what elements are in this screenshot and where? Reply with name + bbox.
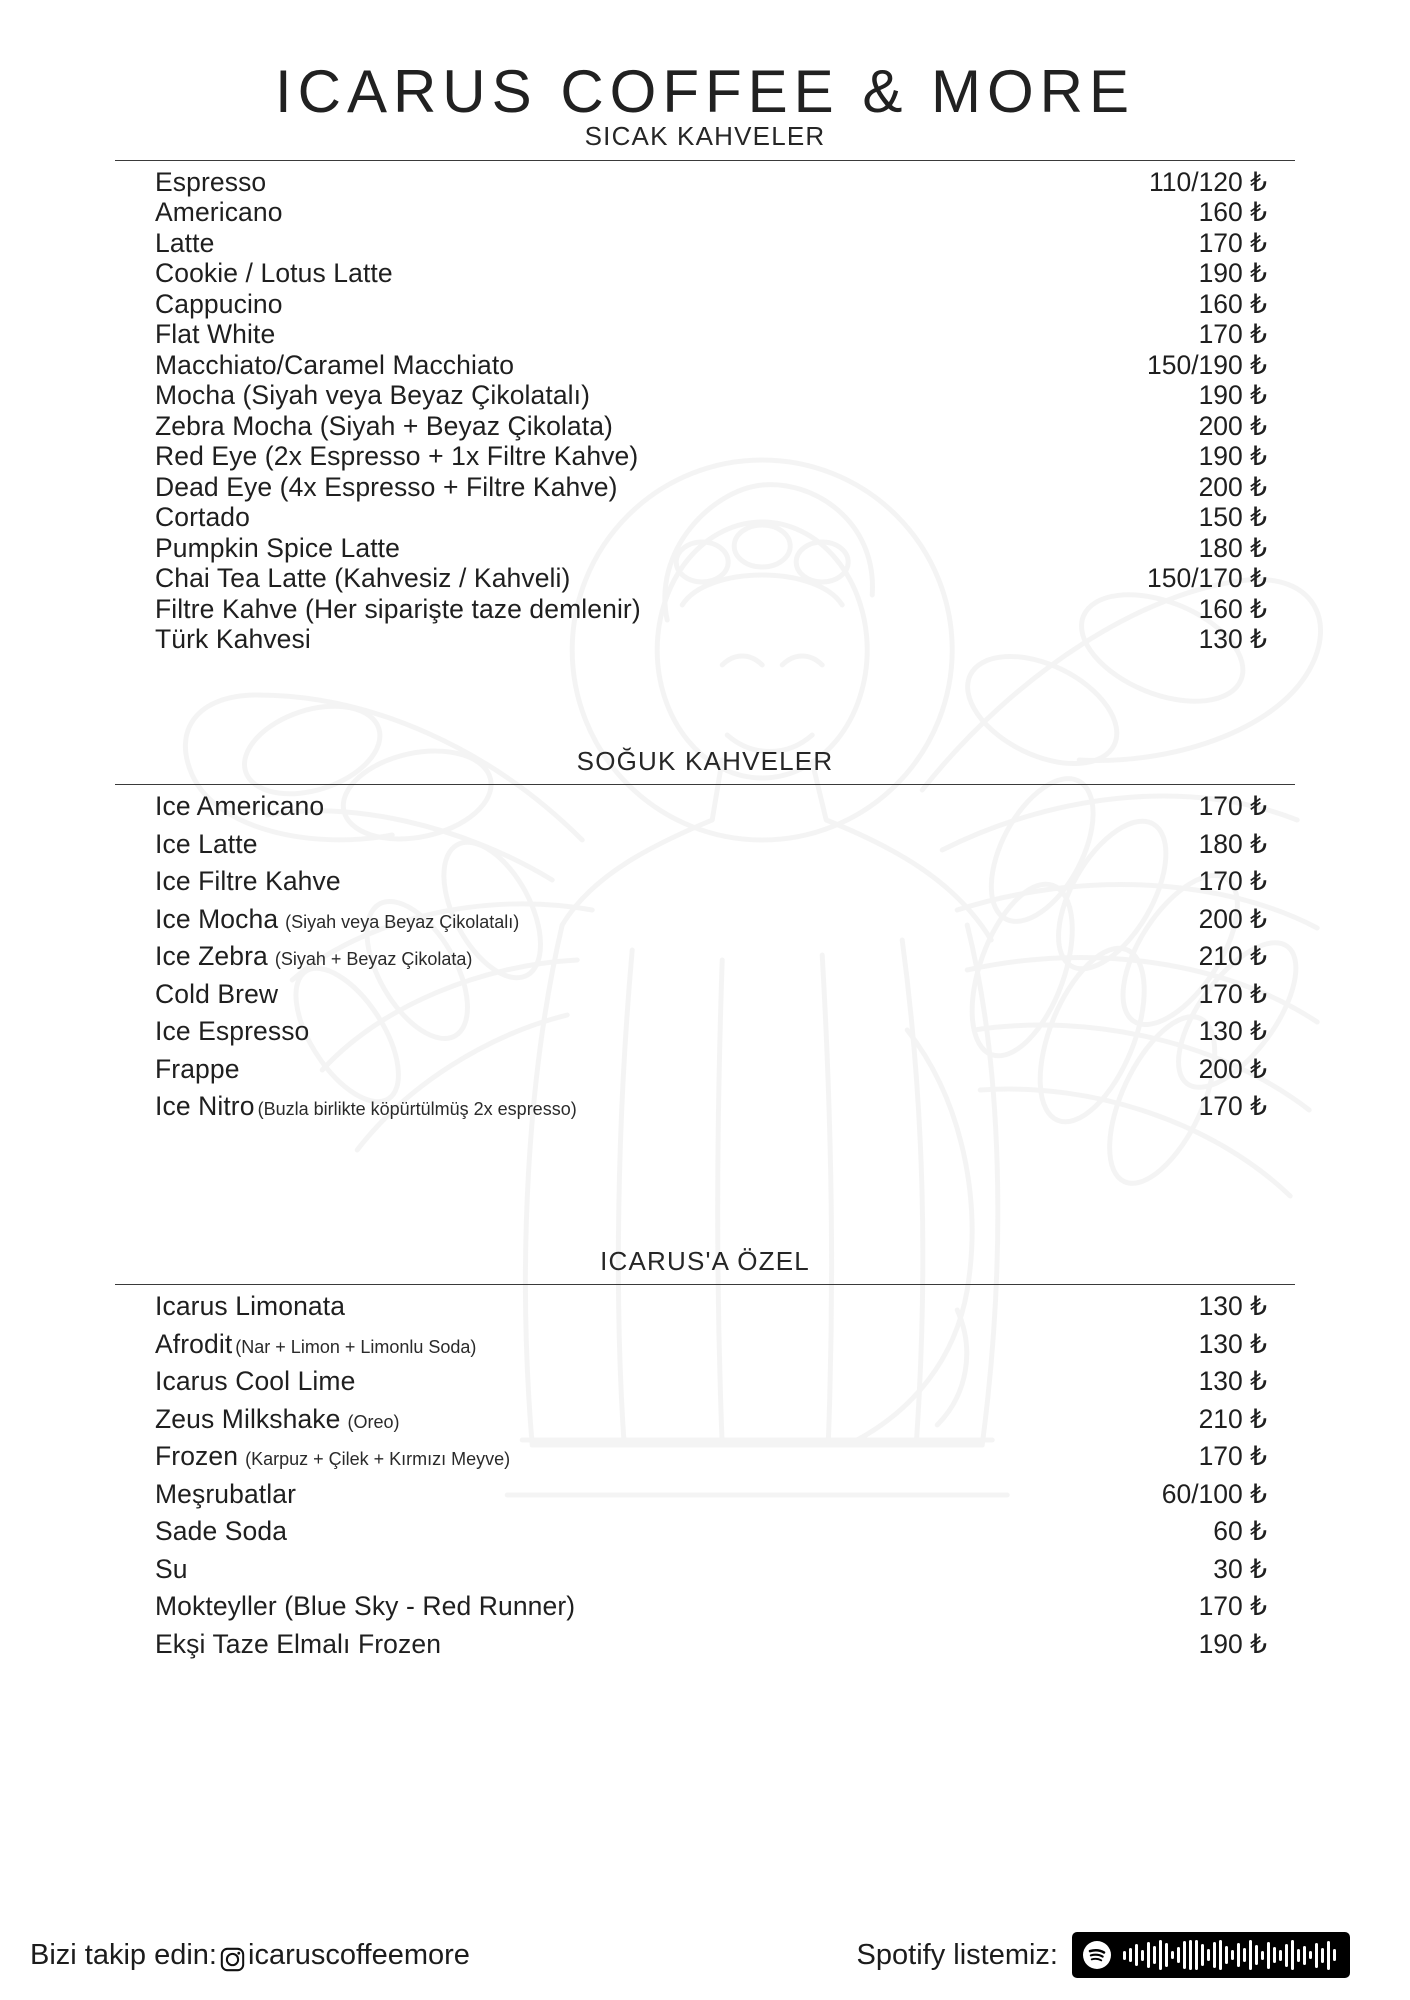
- spotify-scan-code[interactable]: [1072, 1932, 1350, 1978]
- spotify-code-bar: [1243, 1948, 1246, 1962]
- menu-item-name: Ice Mocha: [155, 903, 279, 934]
- menu-item-price: 60 ₺: [1213, 1516, 1267, 1547]
- menu-item-label: [155, 1054, 240, 1085]
- menu-item-price: 30 ₺: [1213, 1553, 1267, 1584]
- menu-item-label: [155, 594, 641, 625]
- menu-item-name: Zebra Mocha (Siyah + Beyaz Çikolata): [155, 410, 613, 441]
- menu-item-price: 130 ₺: [1198, 624, 1267, 655]
- menu-item-row: [155, 1554, 1295, 1592]
- menu-item-name: Icarus Cool Lime: [155, 1366, 356, 1397]
- spotify-code-bar: [1309, 1951, 1312, 1959]
- menu-item-price: 170 ₺: [1198, 319, 1267, 350]
- menu-item-name: Ice Nitro: [155, 1091, 255, 1122]
- menu-item-price: 150/190 ₺: [1146, 349, 1267, 380]
- menu-item-name: Espresso: [155, 166, 267, 197]
- spotify-code-bar: [1201, 1944, 1204, 1966]
- spotify-code-bar: [1189, 1940, 1192, 1970]
- spotify-code-bar: [1141, 1950, 1144, 1961]
- menu-item-name: Ice Latte: [155, 828, 258, 859]
- menu-item-description: (Nar + Limon + Limonlu Soda): [235, 1336, 477, 1357]
- menu-item-label: [155, 411, 613, 442]
- menu-item-price: 130 ₺: [1198, 1366, 1267, 1397]
- menu-item-price: 200 ₺: [1198, 471, 1267, 502]
- menu-item-price: 170 ₺: [1198, 866, 1267, 897]
- menu-item-label: [155, 624, 311, 655]
- menu-item-name: Ice Americano: [155, 791, 325, 822]
- menu-item-row: [155, 1591, 1295, 1629]
- menu-item-name: Cookie / Lotus Latte: [155, 258, 393, 289]
- menu-item-row: [155, 441, 1295, 472]
- menu-item-price: 210 ₺: [1198, 1403, 1267, 1434]
- menu-item-row: [155, 319, 1295, 350]
- menu-item-row: [155, 1479, 1295, 1517]
- menu-item-price: 190 ₺: [1198, 1628, 1267, 1659]
- menu-item-row: [155, 380, 1295, 411]
- menu-item-row: [155, 791, 1295, 829]
- menu-item-label: [155, 941, 472, 972]
- menu-item-name: Meşrubatlar: [155, 1478, 297, 1509]
- menu-item-price: 200 ₺: [1198, 903, 1267, 934]
- menu-item-name: Zeus Milkshake: [155, 1403, 341, 1434]
- menu-item-name: Ekşi Taze Elmalı Frozen: [155, 1628, 442, 1659]
- spotify-icon: [1082, 1940, 1112, 1970]
- menu-item-label: [155, 1629, 441, 1660]
- spotify-code-bar: [1303, 1946, 1306, 1965]
- section-divider: [115, 784, 1295, 785]
- menu-item-price: 170 ₺: [1198, 978, 1267, 1009]
- menu-item-description: (Oreo): [347, 1411, 400, 1432]
- menu-item-price: 190 ₺: [1198, 441, 1267, 472]
- special-items-list: [115, 1291, 1295, 1666]
- menu-item-label: [155, 1329, 476, 1360]
- menu-item-row: [155, 411, 1295, 442]
- menu-item-label: [155, 228, 214, 259]
- section-cold-coffees: [115, 747, 1295, 1129]
- spotify-code-bar: [1285, 1944, 1288, 1967]
- menu-item-label: [155, 1366, 355, 1397]
- menu-item-label: [155, 1291, 345, 1322]
- spotify-code-bar: [1225, 1946, 1228, 1964]
- menu-item-label: [155, 563, 570, 594]
- menu-item-label: [155, 1591, 575, 1622]
- menu-item-label: [155, 533, 400, 564]
- menu-item-label: [155, 866, 341, 897]
- menu-item-price: 130 ₺: [1198, 1291, 1267, 1322]
- menu-item-name: Filtre Kahve (Her siparişte taze demlenir): [155, 593, 641, 624]
- menu-item-price: 180 ₺: [1198, 828, 1267, 859]
- menu-item-row: [155, 1091, 1295, 1129]
- menu-item-row: [155, 350, 1295, 381]
- spotify-code-bar: [1321, 1948, 1324, 1963]
- menu-item-row: [155, 1054, 1295, 1092]
- menu-item-row: [155, 228, 1295, 259]
- menu-item-name: Ice Filtre Kahve: [155, 866, 341, 897]
- follow-label: Bizi takip edin:: [30, 1938, 217, 1971]
- menu-item-row: [155, 1404, 1295, 1442]
- menu-item-name: Cold Brew: [155, 978, 279, 1009]
- menu-item-name: Afrodit: [155, 1328, 233, 1359]
- spotify-code-bar: [1291, 1940, 1294, 1970]
- menu-item-label: [155, 791, 324, 822]
- spotify-code-bar: [1207, 1949, 1210, 1961]
- section-hot-coffees: [115, 122, 1295, 655]
- menu-item-row: [155, 624, 1295, 655]
- cold-items-list: [115, 791, 1295, 1129]
- menu-item-name: Flat White: [155, 319, 276, 350]
- section-divider: [115, 160, 1295, 161]
- menu-item-price: 160 ₺: [1198, 197, 1267, 228]
- menu-item-price: 180 ₺: [1198, 532, 1267, 563]
- menu-item-row: [155, 829, 1295, 867]
- menu-item-name: Su: [155, 1553, 188, 1584]
- section-header-hot: SICAK KAHVELER: [584, 121, 826, 151]
- menu-item-name: Mocha (Siyah veya Beyaz Çikolatalı): [155, 380, 591, 411]
- menu-item-price: 170 ₺: [1198, 1091, 1267, 1122]
- menu-item-row: [155, 563, 1295, 594]
- menu-item-price: 190 ₺: [1198, 380, 1267, 411]
- menu-item-label: [155, 441, 638, 472]
- menu-item-price: 130 ₺: [1198, 1016, 1267, 1047]
- menu-item-name: Dead Eye (4x Espresso + Filtre Kahve): [155, 471, 618, 502]
- menu-item-label: [155, 167, 266, 198]
- instagram-icon[interactable]: [219, 1946, 246, 1973]
- spotify-code-bar: [1333, 1949, 1336, 1961]
- menu-item-label: [155, 472, 618, 503]
- menu-item-label: [155, 380, 590, 411]
- menu-item-label: [155, 258, 393, 289]
- spotify-code-bar: [1183, 1941, 1186, 1969]
- menu-item-description: (Karpuz + Çilek + Kırmızı Meyve): [245, 1449, 511, 1470]
- spotify-code-bar: [1261, 1951, 1264, 1960]
- spotify-code-bar: [1297, 1949, 1300, 1962]
- instagram-block: [30, 1939, 470, 1972]
- menu-item-row: [155, 289, 1295, 320]
- menu-item-name: Icarus Limonata: [155, 1291, 346, 1322]
- section-icarus-special: [115, 1247, 1295, 1667]
- menu-item-label: [155, 1516, 287, 1547]
- menu-item-price: 210 ₺: [1198, 941, 1267, 972]
- page-title: ICARUS COFFEE & MORE: [274, 58, 1136, 125]
- spotify-code-bar: [1135, 1944, 1138, 1966]
- menu-item-price: 170 ₺: [1198, 1441, 1267, 1472]
- menu-item-price: 190 ₺: [1198, 258, 1267, 289]
- menu-item-name: Cortado: [155, 502, 250, 533]
- menu-item-row: [155, 866, 1295, 904]
- menu-item-row: [155, 904, 1295, 942]
- menu-item-label: [155, 1404, 400, 1435]
- menu-item-description: (Siyah veya Beyaz Çikolatalı): [285, 911, 520, 932]
- menu-item-price: 150 ₺: [1198, 502, 1267, 533]
- menu-item-name: Ice Espresso: [155, 1016, 310, 1047]
- menu-item-price: 150/170 ₺: [1146, 563, 1267, 594]
- spotify-code-bar: [1219, 1940, 1222, 1970]
- menu-item-label: [155, 829, 258, 860]
- spotify-code-bar: [1249, 1940, 1252, 1970]
- menu-item-price: 110/120 ₺: [1148, 166, 1267, 197]
- menu-item-label: [155, 979, 278, 1010]
- menu-item-description: (Buzla birlikte köpürtülmüş 2x espresso): [257, 1099, 577, 1120]
- menu-item-name: Sade Soda: [155, 1516, 288, 1547]
- menu-item-price: 200 ₺: [1198, 1053, 1267, 1084]
- menu-item-label: [155, 1091, 577, 1122]
- menu-item-description: (Siyah + Beyaz Çikolata): [274, 949, 473, 970]
- menu-item-price: 170 ₺: [1198, 227, 1267, 258]
- menu-item-row: [155, 979, 1295, 1017]
- menu-item-row: [155, 594, 1295, 625]
- section-header-special: ICARUS'A ÖZEL: [600, 1245, 810, 1276]
- spotify-label: Spotify listemiz:: [856, 1938, 1058, 1971]
- menu-item-name: Red Eye (2x Espresso + 1x Filtre Kahve): [155, 441, 639, 472]
- menu-item-name: Ice Zebra: [155, 941, 268, 972]
- spacer: [115, 1129, 1295, 1247]
- menu-item-row: [155, 472, 1295, 503]
- menu-item-row: [155, 1291, 1295, 1329]
- menu-item-price: 170 ₺: [1198, 1591, 1267, 1622]
- menu-item-row: [155, 1329, 1295, 1367]
- menu-item-label: [155, 197, 283, 228]
- spotify-code-bar: [1273, 1947, 1276, 1963]
- menu-item-row: [155, 533, 1295, 564]
- menu-item-price: 60/100 ₺: [1161, 1478, 1267, 1509]
- menu-item-row: [155, 197, 1295, 228]
- menu-item-label: [155, 1441, 510, 1472]
- menu-item-row: [155, 502, 1295, 533]
- menu-item-price: 160 ₺: [1198, 288, 1267, 319]
- spotify-code-bar: [1255, 1945, 1258, 1965]
- spotify-code-bar: [1231, 1950, 1234, 1960]
- menu-item-name: Americano: [155, 197, 283, 228]
- spotify-code-bars: [1123, 1940, 1336, 1970]
- menu-item-label: [155, 289, 283, 320]
- menu-item-row: [155, 941, 1295, 979]
- spotify-code-bar: [1327, 1941, 1330, 1970]
- menu-item-price: 160 ₺: [1198, 593, 1267, 624]
- spotify-code-bar: [1267, 1942, 1270, 1969]
- menu-item-name: Pumpkin Spice Latte: [155, 532, 400, 563]
- spotify-code-bar: [1165, 1943, 1168, 1967]
- menu-item-label: [155, 904, 519, 935]
- spotify-code-bar: [1171, 1951, 1174, 1959]
- menu-item-name: Mokteyller (Blue Sky - Red Runner): [155, 1591, 576, 1622]
- spotify-block: [857, 1932, 1350, 1978]
- menu-item-price: 170 ₺: [1198, 791, 1267, 822]
- menu-item-row: [155, 1366, 1295, 1404]
- menu-item-name: Macchiato/Caramel Macchiato: [155, 349, 515, 380]
- menu-item-name: Frozen: [155, 1441, 239, 1472]
- spotify-code-bar: [1159, 1940, 1162, 1970]
- menu-item-label: [155, 319, 275, 350]
- section-divider: [115, 1284, 1295, 1285]
- menu-item-label: [155, 1554, 188, 1585]
- spotify-code-bar: [1195, 1940, 1198, 1970]
- spotify-code-bar: [1315, 1943, 1318, 1968]
- spacer: [115, 655, 1295, 747]
- spotify-code-bar: [1213, 1942, 1216, 1968]
- instagram-handle[interactable]: icaruscoffeemore: [248, 1938, 470, 1971]
- menu-item-label: [155, 502, 250, 533]
- menu-item-name: Chai Tea Latte (Kahvesiz / Kahveli): [155, 563, 571, 594]
- menu-item-label: [155, 1016, 309, 1047]
- menu-item-row: [155, 167, 1295, 198]
- menu-item-price: 200 ₺: [1198, 410, 1267, 441]
- spotify-code-bar: [1147, 1942, 1150, 1968]
- menu-item-row: [155, 1016, 1295, 1054]
- spotify-code-bar: [1129, 1948, 1132, 1962]
- spotify-code-bar: [1153, 1946, 1156, 1964]
- hot-items-list: [115, 167, 1295, 655]
- spotify-code-bar: [1237, 1943, 1240, 1967]
- menu-item-label: [155, 350, 514, 381]
- menu-item-row: [155, 1516, 1295, 1554]
- spotify-code-bar: [1279, 1950, 1282, 1961]
- section-header-cold: SOĞUK KAHVELER: [576, 745, 834, 776]
- spotify-code-bar: [1123, 1951, 1126, 1960]
- spotify-code-bar: [1177, 1947, 1180, 1963]
- menu-item-name: Türk Kahvesi: [155, 624, 311, 655]
- menu-item-name: Frappe: [155, 1053, 240, 1084]
- menu-item-price: 130 ₺: [1198, 1328, 1267, 1359]
- menu-item-row: [155, 1629, 1295, 1667]
- menu-item-name: Cappucino: [155, 288, 283, 319]
- menu-item-row: [155, 258, 1295, 289]
- menu-item-name: Latte: [155, 227, 215, 258]
- footer: [0, 1932, 1410, 1978]
- menu-item-row: [155, 1441, 1295, 1479]
- menu-item-label: [155, 1479, 296, 1510]
